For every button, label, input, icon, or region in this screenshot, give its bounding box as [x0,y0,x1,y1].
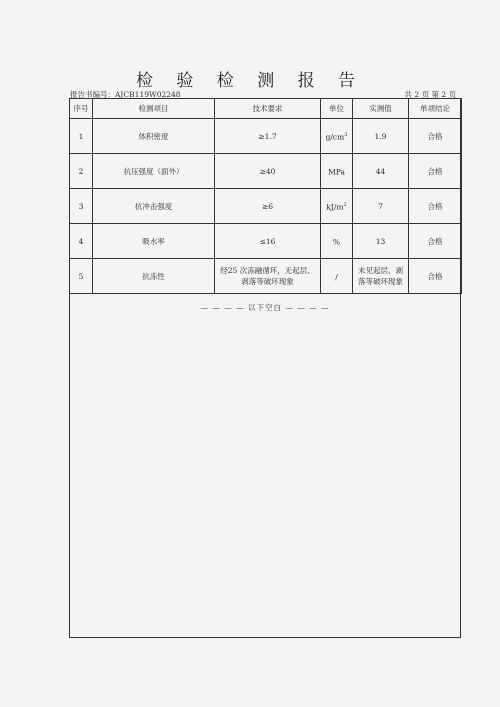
cell-requirement: ≥6 [215,189,321,224]
table-row [70,189,462,224]
cell-measured: 44 [353,154,409,189]
col-header-measured: 实测值 [353,99,409,119]
cell-unit [321,259,353,294]
cell-measured: 未见起层、剥落等破环现象 [353,259,409,294]
unit-superscript: 2 [343,201,347,208]
table-row [70,259,462,294]
col-header-unit: 单位 [321,99,353,119]
report-number-label: 报告书编号： [70,90,115,99]
unit-text: g/cm [325,132,345,142]
report-number-value: AJCB119W02248 [115,90,181,99]
col-header-item: 检测项目 [93,99,215,119]
cell-item: 抗压强度（面外） [93,154,215,189]
cell-measured: 1.9 [353,119,409,154]
cell-unit [321,224,353,259]
col-header-requirement: 技术要求 [215,99,321,119]
page-indicator: 共 2 页 第 2 页 [404,90,456,99]
table-row [70,224,462,259]
cell-requirement: ≥40 [215,154,321,189]
cell-item: 抗冲击强度 [93,189,215,224]
table-row [70,154,462,189]
cell-result: 合格 [409,119,462,154]
cell-item: 体积密度 [93,119,215,154]
unit-text: kJ/m [326,202,344,212]
unit-text: / [335,272,338,282]
results-table [69,98,462,294]
col-header-no: 序号 [70,99,93,119]
cell-result: 合格 [409,154,462,189]
cell-unit [321,189,353,224]
cell-requirement: ≤16 [215,224,321,259]
cell-item: 吸水率 [93,224,215,259]
table-header-row [70,99,462,119]
cell-no: 5 [70,259,93,294]
cell-unit [321,119,353,154]
cell-result: 合格 [409,259,462,294]
cell-result: 合格 [409,224,462,259]
unit-text: MPa [328,167,345,177]
cell-measured: 7 [353,189,409,224]
cell-requirement: ≥1.7 [215,119,321,154]
cell-measured: 13 [353,224,409,259]
cell-unit [321,154,353,189]
unit-text: % [332,237,341,247]
cell-result: 合格 [409,189,462,224]
cell-no: 2 [70,154,93,189]
cell-no: 4 [70,224,93,259]
unit-superscript: 3 [344,131,348,138]
table-row [70,119,462,154]
report-title: 检 验 检 测 报 告 [135,71,365,91]
cell-no: 3 [70,189,93,224]
col-header-result: 单项结论 [409,99,462,119]
blank-below-note: — — — — 以下空白 — — — — [200,303,330,312]
cell-requirement: 经25 次冻融循环，无起层、剥落等破环现象 [215,259,321,294]
cell-no: 1 [70,119,93,154]
cell-item: 抗冻性 [93,259,215,294]
